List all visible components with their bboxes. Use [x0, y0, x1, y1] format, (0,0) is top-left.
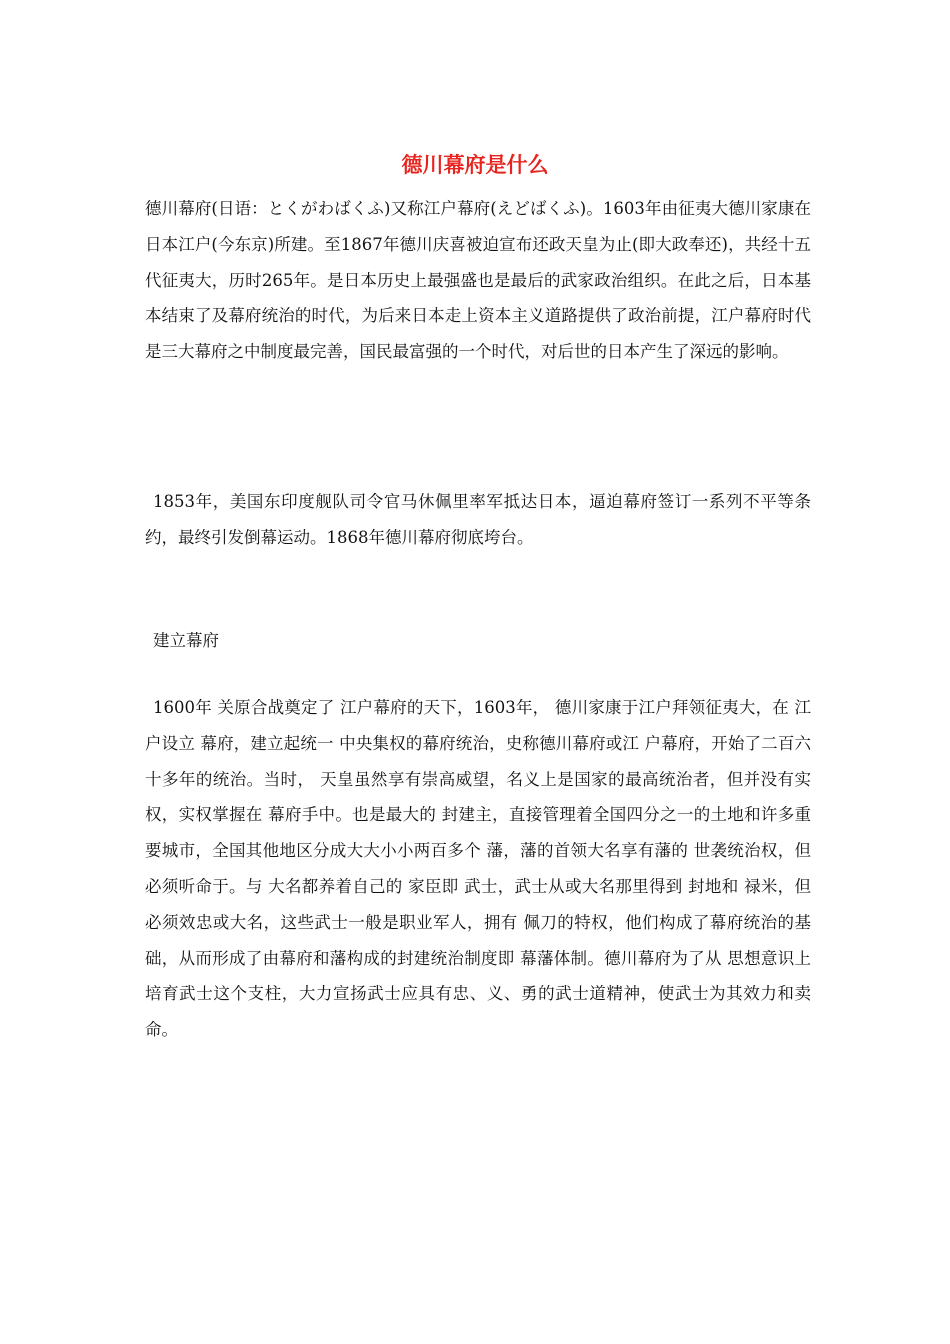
- paragraph-1853: 1853年，美国东印度舰队司令官马休佩里率军抵达日本，逼迫幕府签订一系列不平等条约，最终引发倒幕运动。1868年德川幕府彻底垮台。: [145, 492, 811, 547]
- page-title: 德川幕府是什么: [401, 152, 549, 177]
- paragraph-intro: 德川幕府(日语：とくがわばくふ)又称江户幕府(えどばくふ)。1603年由征夷大德川家康在日本江户(今东京)所建。至1867年德川庆喜被迫宣布还政天皇为止(即大政奉还)，共经十五代征夷大，历时265年。是日本历史上最强盛也是最后的武家政治组织。在此之后，日本基本结束了及幕府统治的时代，为后来日本走上资本主义道路提供了政治前提，江户幕府时代是三大幕府之中制度最完善，国民最富强的一个时代，对后世的日本产生了深远的影响。: [145, 199, 811, 362]
- section-heading-establish: 建立幕府: [153, 631, 219, 650]
- paragraph-establish: 1600年 关原合战奠定了 江户幕府的天下，1603年， 德川家康于江户拜领征夷大，在 江户设立 幕府，建立起统一 中央集权的幕府统治，史称德川幕府或江 户幕府，开始了二百六十多年的统治。当时， 天皇虽然享有崇高威望，名义上是国家的最高统治者，但并没有实权，实权掌握在 幕府手中。也是最大的 封建主，直接管理着全国四分之一的土地和许多重要城市，全国其他地区分成大大小小两百多个 藩，藩的首领大名享有藩的 世袭统治权，但必须听命于。与 大名都养着自己的 家臣即 武士，武士从或大名那里得到 封地和 禄米，但必须效忠或大名，这些武士一般是职业军人，拥有 佩刀的特权，他们构成了幕府统治的基础，从而形成了由幕府和藩构成的封建统治制度即 幕藩体制。德川幕府为了从 思想意识上培育武士这个支柱，大力宣扬武士应具有忠、义、勇的武士道精神，使武士为其效力和卖命。: [145, 698, 811, 1040]
